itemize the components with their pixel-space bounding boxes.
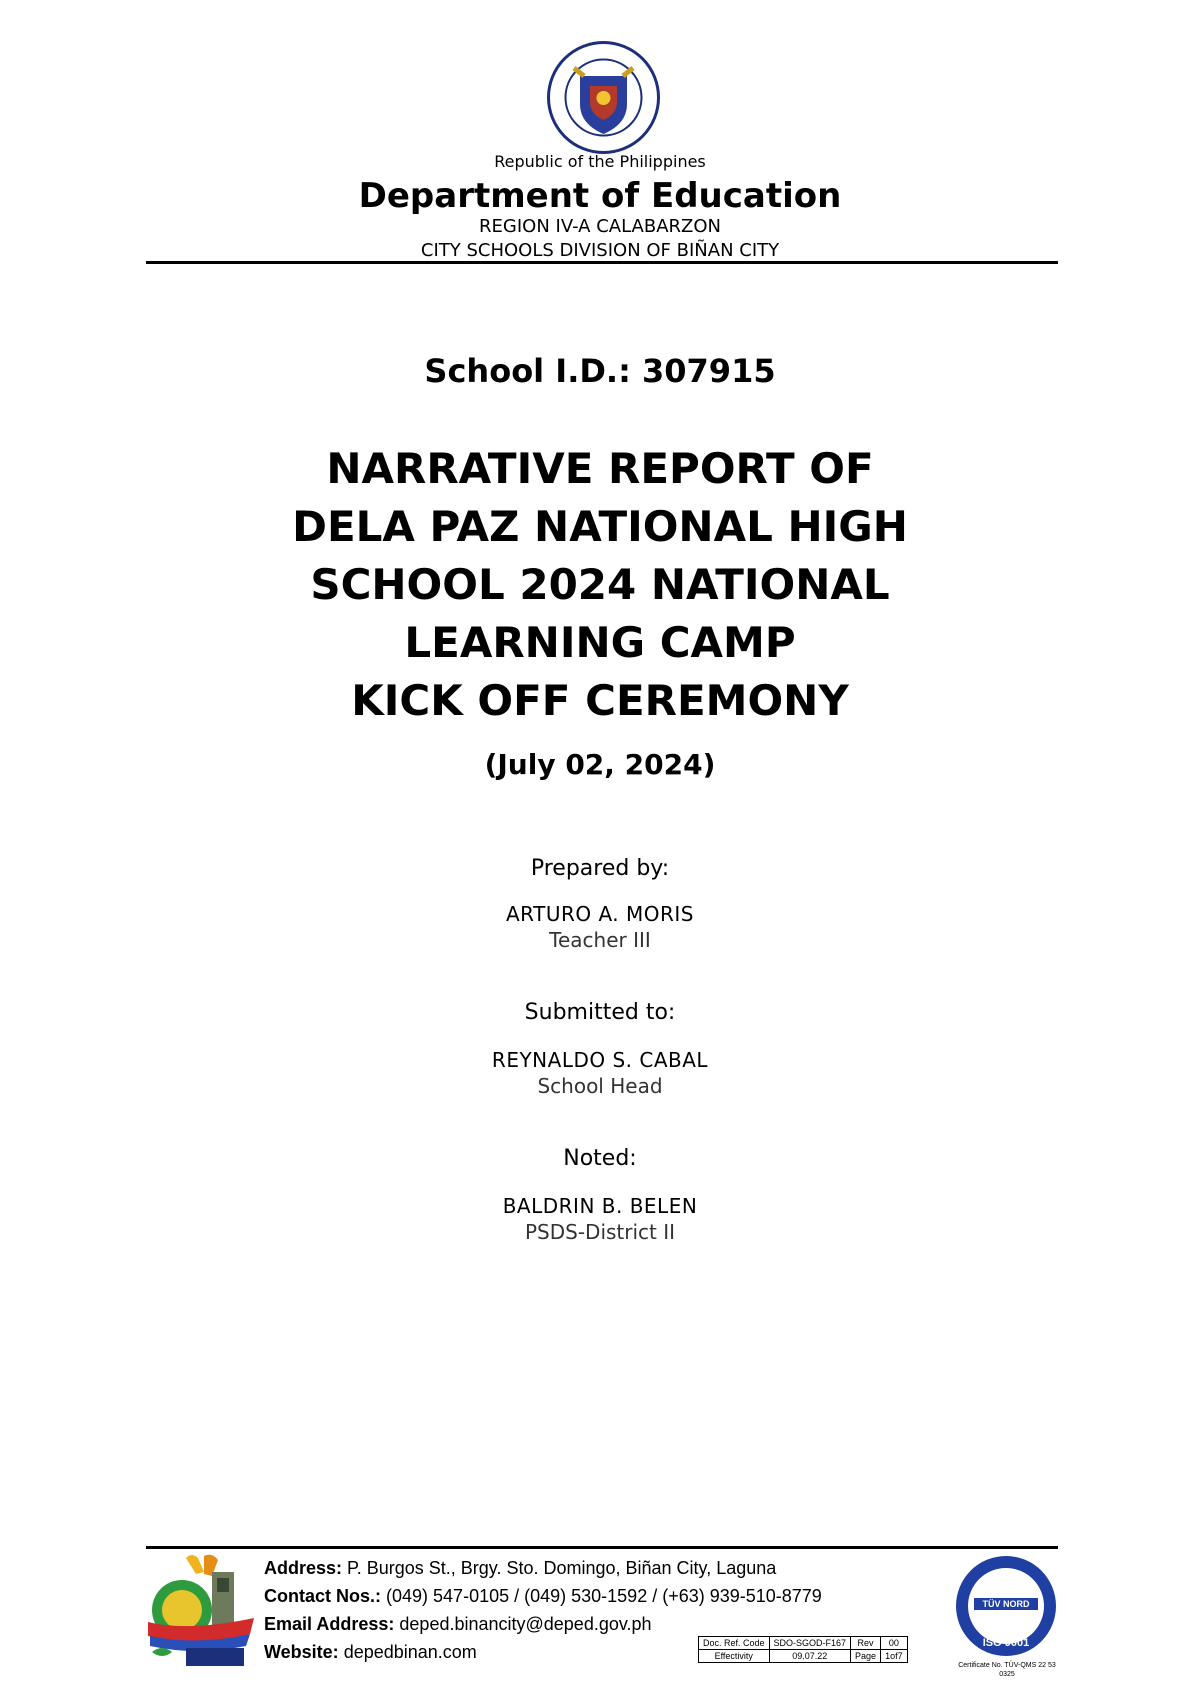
- report-title: [0, 440, 1200, 730]
- submitted-to-label: Submitted to:: [524, 1000, 676, 1025]
- footer-divider: [146, 1546, 1058, 1549]
- division-logo-icon: [146, 1552, 258, 1670]
- rev-value: 00: [881, 1637, 908, 1650]
- title-line: LEARNING CAMP: [404, 618, 796, 667]
- noted-label: Noted:: [563, 1146, 637, 1171]
- iso-certification-icon: [952, 1552, 1060, 1660]
- school-id: School I.D.: 307915: [424, 352, 776, 390]
- psds-name: BALDRIN B. BELEN: [502, 1194, 698, 1218]
- header-divider: [146, 261, 1058, 264]
- iso-brand-text: TÜV NORD: [982, 1599, 1030, 1609]
- psds-position: PSDS-District II: [524, 1220, 676, 1244]
- division-name: CITY SCHOOLS DIVISION OF BIÑAN CITY: [420, 240, 780, 261]
- republic-label: Republic of the Philippines: [494, 152, 706, 171]
- contact-label: Contact Nos.:: [264, 1586, 381, 1606]
- doc-ref-label: Doc. Ref. Code: [699, 1637, 770, 1650]
- page-value: 1of7: [881, 1650, 908, 1663]
- preparer-name: ARTURO A. MORIS: [505, 902, 694, 926]
- report-date: (July 02, 2024): [484, 748, 716, 781]
- department-name: Department of Education: [358, 176, 842, 216]
- title-line: NARRATIVE REPORT OF: [326, 444, 874, 493]
- address-label: Address:: [264, 1558, 343, 1578]
- title-line: SCHOOL 2024 NATIONAL: [310, 560, 890, 609]
- website-label: Website:: [264, 1642, 339, 1662]
- website-value: depedbinan.com: [343, 1642, 477, 1662]
- prepared-by-label: Prepared by:: [530, 856, 670, 881]
- doc-control-table: [698, 1636, 908, 1663]
- doc-ref-value: SDO-SGOD-F167: [769, 1637, 851, 1650]
- contact-value: (049) 547-0105 / (049) 530-1592 / (+63) 939-510-8779: [386, 1586, 822, 1606]
- preparer-position: Teacher III: [549, 928, 651, 952]
- title-line: KICK OFF CEREMONY: [351, 676, 849, 725]
- title-line: DELA PAZ NATIONAL HIGH: [292, 502, 908, 551]
- certificate-number: Certificate No. TÜV-QMS 22 53 0325: [958, 1662, 1056, 1678]
- effectivity-value: 09.07.22: [769, 1650, 851, 1663]
- school-head-name: REYNALDO S. CABAL: [491, 1048, 709, 1072]
- email-label: Email Address:: [264, 1614, 395, 1634]
- effectivity-label: Effectivity: [699, 1650, 770, 1663]
- address-value: P. Burgos St., Brgy. Sto. Domingo, Biñan City, Laguna: [347, 1558, 777, 1578]
- deped-seal-icon: [546, 40, 661, 155]
- page-label: Page: [851, 1650, 881, 1663]
- rev-label: Rev: [851, 1637, 881, 1650]
- iso-label-text: ISO 9001: [982, 1637, 1030, 1649]
- region-name: REGION IV-A CALABARZON: [479, 216, 721, 237]
- school-head-position: School Head: [537, 1074, 663, 1098]
- email-value: deped.binancity@deped.gov.ph: [399, 1614, 652, 1634]
